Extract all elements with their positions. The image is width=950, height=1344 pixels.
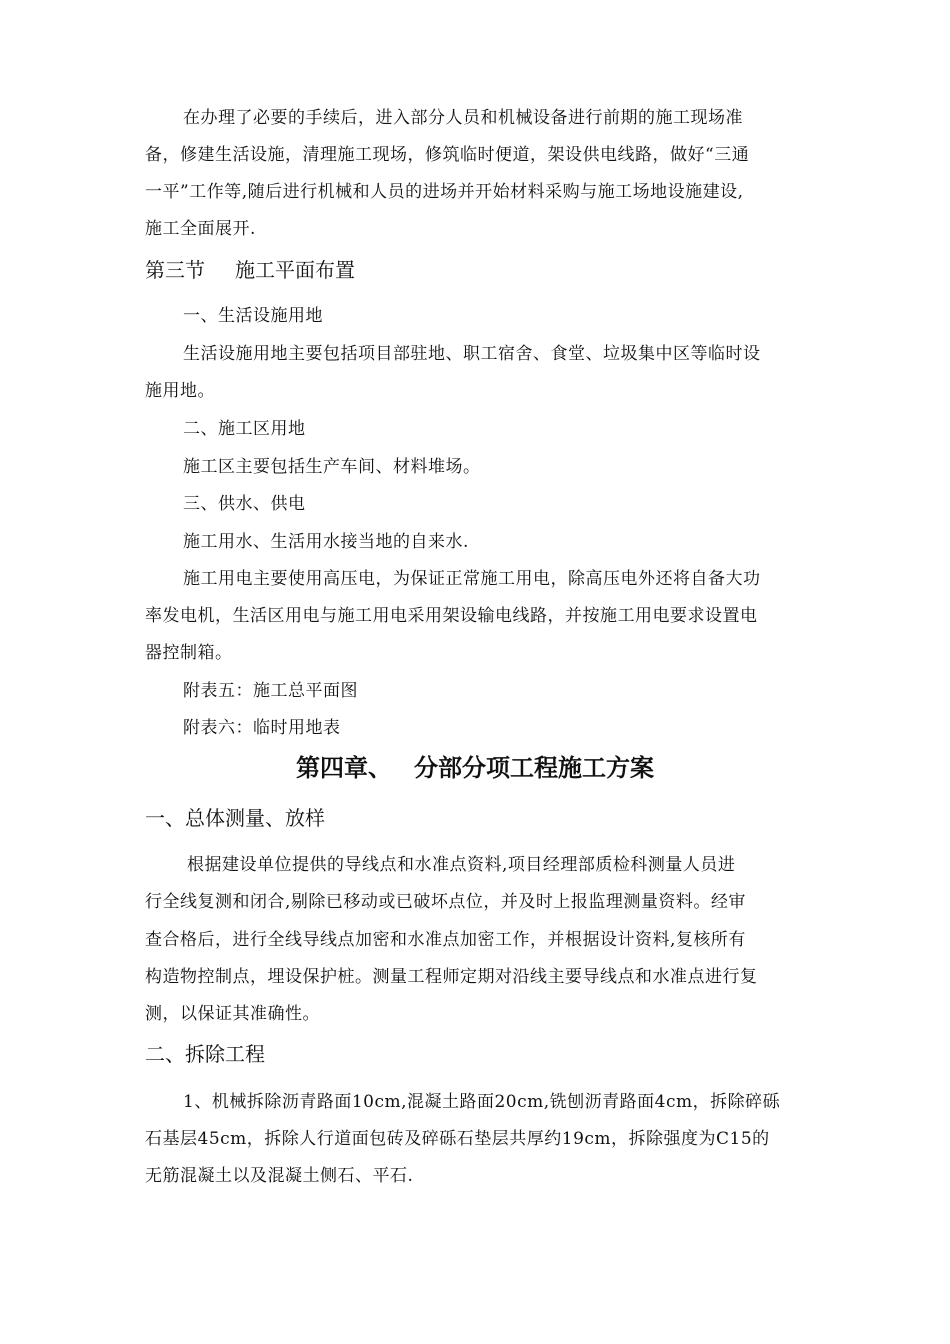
section-3-heading (145, 256, 355, 284)
appendix-6: 附表六：临时用地表 (183, 718, 341, 738)
part1-line-4: 构造物控制点，埋设保护桩。测量工程师定期对沿线主要导线点和水准点进行复 (145, 967, 758, 987)
item3-text: 施工用水、生活用水接当地的自来水. (183, 532, 469, 552)
section-3-number: 第三节 (145, 258, 205, 282)
intro-line-1: 在办理了必要的手续后，进入部分人员和机械设备进行前期的施工现场准 (183, 108, 743, 128)
part1-line-2: 行全线复测和闭合,剔除已移动或已破坏点位，并及时上报监理测量资料。经审 (145, 892, 746, 912)
item3-power-line-3: 器控制箱。 (145, 643, 233, 663)
intro-line-3: 一平”工作等,随后进行机械和人员的进场并开始材料采购与施工场地设施建设, (145, 182, 744, 202)
item1-line-1: 生活设施用地主要包括项目部驻地、职工宿舍、食堂、垃圾集中区等临时设 (183, 344, 761, 364)
appendix-5: 附表五：施工总平面图 (183, 681, 358, 701)
item3-power-line-1: 施工用电主要使用高压电，为保证正常施工用电，除高压电外还将自备大功 (183, 569, 761, 589)
part-1-heading: 一、总体测量、放样 (145, 806, 325, 830)
section-3-title: 施工平面布置 (235, 258, 355, 282)
chapter-4-heading (0, 752, 950, 784)
item1-line-2: 施用地。 (145, 381, 215, 401)
intro-line-2: 备，修建生活设施，清理施工现场，修筑临时便道，架设供电线路，做好“三通 (145, 145, 750, 165)
item1-heading: 一、生活设施用地 (183, 306, 323, 326)
part1-line-1: 根据建设单位提供的导线点和水准点资料,项目经理部质检科测量人员进 (187, 855, 736, 875)
chapter-4-title: 分部分项工程施工方案 (414, 754, 654, 782)
part2-line-1: 1、机械拆除沥青路面10cm,混凝土路面20cm,铣刨沥青路面4cm，拆除碎砾 (183, 1092, 781, 1112)
part2-line-3: 无筋混凝土以及混凝土侧石、平石. (145, 1166, 414, 1186)
part2-line-2: 石基层45cm，拆除人行道面包砖及碎砾石垫层共厚约19cm，拆除强度为C15的 (145, 1129, 770, 1149)
part1-line-5: 测，以保证其准确性。 (145, 1004, 320, 1024)
intro-line-4: 施工全面展开. (145, 219, 256, 239)
item3-power-line-2: 率发电机，生活区用电与施工用电采用架设输电线路，并按施工用电要求设置电 (145, 606, 758, 626)
chapter-4-number: 第四章、 (296, 754, 392, 782)
part-2-heading: 二、拆除工程 (145, 1042, 265, 1066)
item2-heading: 二、施工区用地 (183, 419, 306, 439)
part1-line-3: 查合格后，进行全线导线点加密和水准点加密工作，并根据设计资料,复核所有 (145, 930, 746, 950)
item3-heading: 三、供水、供电 (183, 494, 306, 514)
item2-text: 施工区主要包括生产车间、材料堆场。 (183, 457, 481, 477)
